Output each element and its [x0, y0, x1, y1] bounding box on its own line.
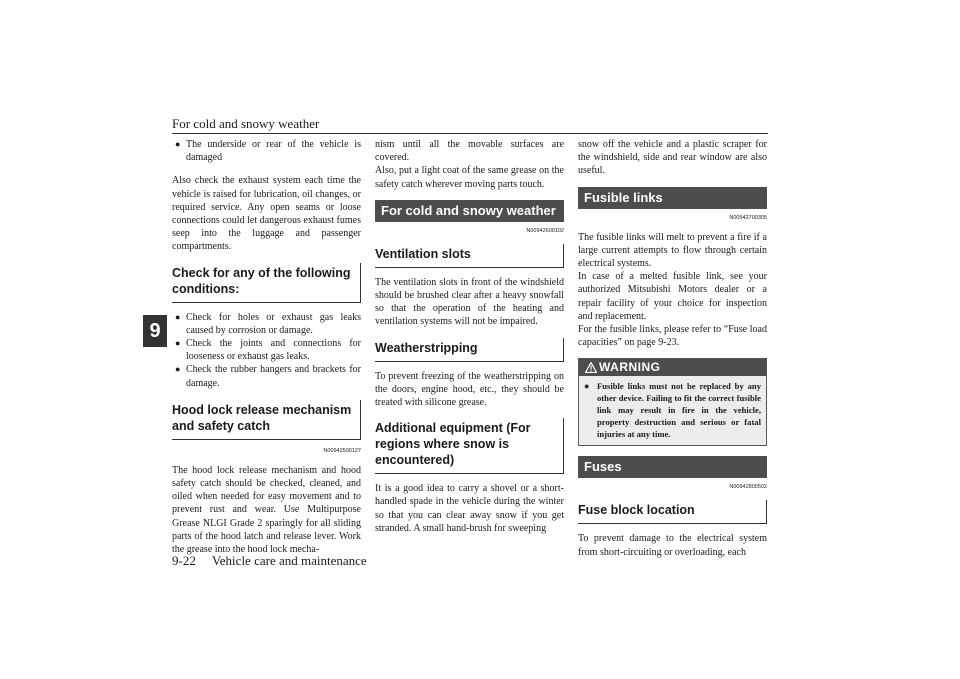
- running-header: For cold and snowy weather: [172, 116, 320, 131]
- reference-code: N00942700305: [729, 214, 767, 221]
- hood-paragraph: The hood lock release mechanism and hood safety catch should be checked, cleaned, and oiled when needed for easy movement and to prevent rust and wear. Use Multipurpose Grease NLGI Grade 2 sparingly for all sliding parts of the hood latch and release lever. Work the grease into the hood lock mecha-: [172, 464, 361, 556]
- exhaust-paragraph: Also check the exhaust system each time the vehicle is raised for lubrication, oil changes, or required service. Any open seams or loose connections could let dangerous exhaust fumes seep into the luggage and passenger compartments.: [172, 175, 361, 253]
- chapter-tab: 9: [143, 315, 167, 347]
- section-heading-weatherstripping: Weatherstripping: [375, 338, 564, 362]
- section-banner-cold-weather: For cold and snowy weather: [375, 200, 564, 222]
- column-1: [172, 138, 361, 565]
- page-footer: [172, 553, 367, 569]
- equipment-paragraph: It is a good idea to carry a shovel or a short-handled spade in the vehicle during the winter so that you can clear away snow if you get stranded. A small hand-brush for sweeping: [375, 483, 564, 534]
- bullet-icon: ●: [175, 139, 181, 149]
- list-item: ● Check for holes or exhaust gas leaks caused by corrosion or damage.: [175, 311, 361, 336]
- reference-code: N00942500127: [323, 447, 361, 454]
- bullet-icon: ●: [175, 338, 181, 349]
- warning-text: ● Fusible links must not be replaced by any other device. Failing to fit the correct fusible link may result in fire in the vehicle, property destruction and serious or fatal injuries at any time.: [584, 381, 761, 440]
- section-heading-hood: Hood lock release mechanism and safety catch: [172, 400, 361, 440]
- column-3: [578, 138, 767, 568]
- warning-triangle-icon: [585, 362, 597, 373]
- bullet-icon: ●: [175, 364, 181, 375]
- warning-label: WARNING: [599, 360, 661, 375]
- bullet-icon: ●: [175, 311, 181, 322]
- warning-header: [579, 359, 766, 376]
- fuses-paragraph: To prevent damage to the electrical system from short-circuiting or overloading, each: [578, 533, 767, 558]
- continued-paragraph: snow off the vehicle and a plastic scraper for the windshield, side and rear window are also useful.: [578, 139, 767, 177]
- section-heading-check: Check for any of the following conditions:: [172, 263, 361, 303]
- section-heading-ventilation: Ventilation slots: [375, 244, 564, 268]
- list-item: ● Check the joints and connections for looseness or exhaust gas leaks.: [175, 338, 361, 363]
- list-item: ● The underside or rear of the vehicle is damaged: [175, 139, 361, 164]
- section-banner-fusible-links: Fusible links: [578, 187, 767, 209]
- warning-box: [578, 358, 767, 446]
- header-divider: [172, 133, 768, 134]
- page-number: 9-22: [172, 553, 196, 568]
- weatherstripping-paragraph: To prevent freezing of the weatherstripping on the doors, engine hood, etc., they should be treated with silicone grease.: [375, 370, 564, 409]
- grease-paragraph: Also, put a light coat of the same grease on the safety catch wherever moving parts touch.: [375, 165, 564, 190]
- column-2: [375, 138, 564, 544]
- section-heading-fuse-block: Fuse block location: [578, 500, 767, 524]
- footer-section-title: Vehicle care and maintenance: [211, 553, 367, 568]
- section-banner-fuses: Fuses: [578, 456, 767, 478]
- continued-paragraph: nism until all the movable surfaces are covered.: [375, 139, 564, 164]
- reference-code: N00942800502: [729, 484, 767, 491]
- fusible-paragraph: The fusible links will melt to prevent a fire if a large current attempts to flow through certain electrical systems.: [578, 231, 767, 270]
- list-item: ● Check the rubber hangers and brackets for damage.: [175, 364, 361, 389]
- bullet-icon: ●: [584, 381, 590, 392]
- section-heading-equipment: Additional equipment (For regions where snow is encountered): [375, 418, 564, 474]
- check-list: [172, 311, 361, 390]
- ventilation-paragraph: The ventilation slots in front of the windshield should be brushed clear after a heavy snowfall so that the operation of the heating and ventilation systems will not be impaired.: [375, 276, 564, 328]
- reference-code: N00942600102: [526, 227, 564, 234]
- refer-paragraph: For the fusible links, please refer to “Fuse load capacities” on page 9-23.: [578, 324, 767, 349]
- melted-paragraph: In case of a melted fusible link, see your authorized Mitsubishi Motors dealer or a repair facility of your choice for inspection and replacement.: [578, 271, 767, 322]
